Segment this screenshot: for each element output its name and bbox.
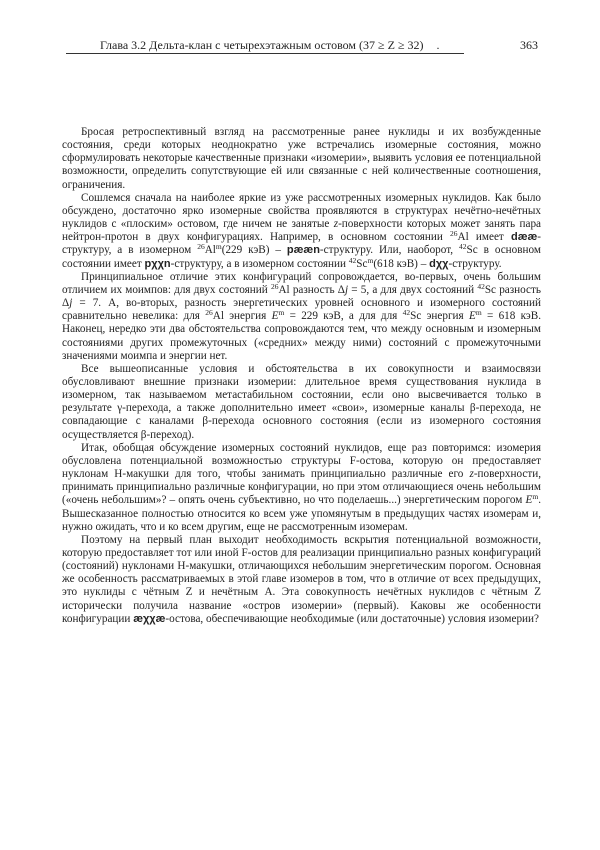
- structure-label: pææn: [286, 244, 320, 257]
- structure-label: dææ: [511, 231, 538, 244]
- body-text: [62, 126, 541, 626]
- paragraph: Итак, обобщая обсуждение изомерных состояний нуклидов, еще раз повторимся: изомерия обусловлена потенциальной возможностью структуры F-остова, которую он предоставляет нуклонам H-макушки для того, чтобы занимать принципиально различные его z-поверхности, принимать принципиально различные конфигурации, но при этом отличающиеся очень небольшим («очень небольшим»? – опять очень субъективно, но что поделаешь...) энергетическим порогом $E^m$. Вышесказанное полностью относится ко всем уже упомянутым в предыдущих частях изомерам и, нужно ожидать, что и ко всем другим, еще не рассмотренным изомерам.: [62, 441, 541, 533]
- structure-label: æχχæ: [133, 612, 166, 625]
- superscript: m: [215, 242, 222, 252]
- superscript: 42: [348, 255, 357, 265]
- paragraph: Принципиальное отличие этих конфигураций сопровождается, во-первых, очень большим отличием их моимпов: для двух состояний $^{26}$Al разность Δj = 5, а для двух состояний $^{42}$Sc разность Δj = 7. А, во-вторых, разность энергетических уровней основного и изомерного состояний сравнительно невелика: для $^{26}$Al энергия $E^m = 229$ кэВ, а для для $^{42}$Sc энергия $E^m = 618$ кэВ. Наконец, нередко эти два обстоятельства сопровождаются тем, что между основным и изомерным состояниями других промежуточных («средних» между ними) состояний с промежуточными значениями моимпа и энергии нет.: [62, 270, 541, 362]
- italic-symbol: E: [468, 310, 476, 323]
- header-trailing-mark: .: [436, 38, 440, 52]
- italic-symbol: j: [69, 297, 73, 310]
- superscript: 26: [450, 229, 458, 239]
- italic-symbol: E: [271, 310, 279, 323]
- structure-label: pχχn: [144, 257, 171, 270]
- superscript: m: [532, 492, 539, 502]
- paragraph: Сошлемся сначала на наиболее яркие из уже рассмотренных изомерных нуклидов. Как было обсуждено, достаточно ярко изомерные свойства проявляются в структурах нечётно-нечётных нуклидов с «плоским» остовом, где ничем не занятые z-поверхности которых может занять пара нейтрон-протон в двух конфигурациях. Например, в основном состоянии $^{26}$Al имеет dææ-структуру, а в изомерном $^{26}$Al$^m$(229 кэВ) – pææn-структуру. Или, наоборот, $^{42}$Sc в основном состоянии имеет pχχn-структуру, а в изомерном состоянии $^{42}$Sc$^m$(618 кэВ) – dχχ-структуру.: [62, 191, 542, 270]
- superscript: m: [278, 308, 285, 318]
- superscript: 26: [197, 242, 205, 252]
- italic-symbol: j: [345, 283, 349, 296]
- superscript: 26: [205, 308, 213, 318]
- superscript: 42: [477, 281, 485, 291]
- italic-symbol: z: [333, 218, 339, 231]
- structure-label: dχχ: [429, 257, 449, 270]
- chapter-title-text: Глава 3.2 Дельта-клан с четырехэтажным остовом (37 ≥ Z ≥ 32): [100, 38, 424, 52]
- superscript: m: [367, 255, 374, 265]
- paragraph: Все вышеописанные условия и обстоятельства в их совокупности и взаимосвязи обусловливают внешние признаки изомерии: длительное время существования нуклида в изомерном, так называемом метастабильном состоянии, если оно высвечивается только в результате γ-перехода, а также дополнительно имеет «свои», изомерные каналы β-перехода, не совпадающие с каналами β-перехода основного состояния (если из изомерного состояния осуществляется β-переход).: [62, 362, 541, 441]
- superscript: m: [475, 308, 482, 318]
- paragraph: Поэтому на первый план выходит необходимость вскрытия потенциальной возможности, которую предоставляет тот или иной F-остов для реализации принципиально разных конфигураций (состояний) нуклонами H-макушки, отличающихся небольшим энергетическим порогом. Основная же особенность рассматриваемых в этой главе изомеров в том, что в отличие от всех предыдущих, это нуклиды с чётным Z и нечётным A. Эта совокупность нечётных нуклидов с чётным Z исторически получила название «остров изомерии» (первый). Каковы же особенности конфигурации æχχæ-остова, обеспечивающие необходимые (или достаточные) условия изомерии?: [62, 533, 541, 625]
- superscript: 26: [270, 281, 279, 291]
- superscript: 42: [459, 242, 467, 252]
- running-header: [66, 38, 538, 54]
- italic-symbol: z: [469, 468, 474, 481]
- paragraph: Бросая ретроспективный взгляд на рассмотренные ранее нуклиды и их возбужденные состояния, среди которых неоднократно уже встречались изомерные состояния, можно сформулировать некоторые качественные признаки «изомерии», выявить условия ее потенциальной возможности, определить сопутствующие ей или связанные с ней количественные соотношения, ограничения.: [62, 126, 541, 191]
- italic-symbol: E: [525, 494, 533, 507]
- superscript: 42: [402, 308, 411, 318]
- header-rule: [66, 53, 464, 54]
- chapter-title: [100, 38, 440, 53]
- page-number: 363: [520, 38, 538, 52]
